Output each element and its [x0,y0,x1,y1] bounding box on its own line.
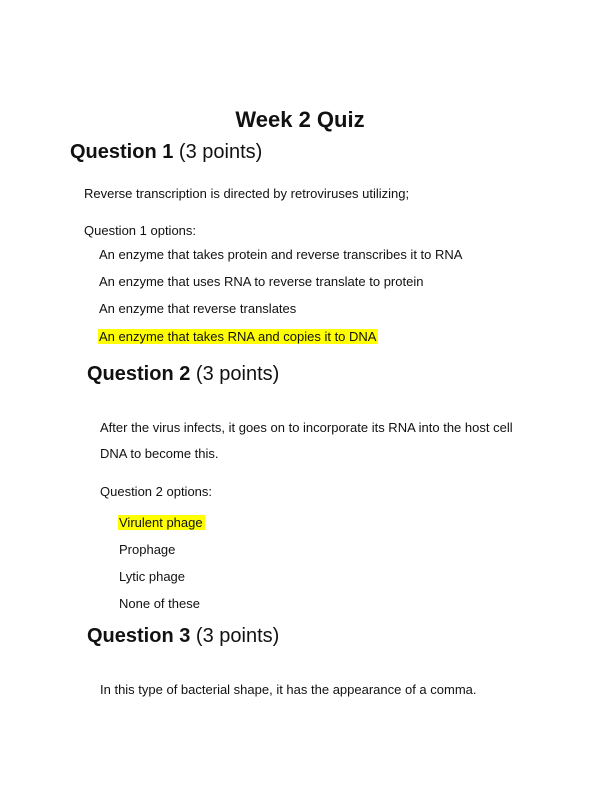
question-3-heading [87,623,279,649]
question-1-prompt: Reverse transcription is directed by retroviruses utilizing; [84,186,410,201]
option-text: Prophage [119,542,176,557]
option-text: An enzyme that reverse translates [99,301,297,316]
question-2-option-2 [119,541,175,559]
question-1-option-1 [99,246,462,264]
question-2-heading [87,361,279,387]
option-text: None of these [119,596,200,611]
question-3-points: (3 points) [195,625,280,647]
question-2-option-3 [119,568,185,586]
question-1-option-4 [98,328,378,346]
page-title: Week 2 Quiz [235,107,365,132]
option-text: Lytic phage [119,569,186,584]
question-1-option-2 [99,273,423,291]
option-text-highlighted: Virulent phage [119,515,203,530]
option-text-highlighted: An enzyme that takes RNA and copies it to DNA [99,329,377,344]
question-2-number: Question 2 [87,363,191,385]
question-1-option-3 [99,300,296,318]
question-2-options-label: Question 2 options: [100,484,213,499]
question-3-number: Question 3 [87,625,191,647]
question-2-option-1 [118,514,205,532]
question-2-points: (3 points) [195,363,280,385]
question-1-options-label: Question 1 options: [84,223,197,238]
question-1-heading [70,139,262,165]
question-3-prompt: In this type of bacterial shape, it has the appearance of a comma. [100,682,477,697]
option-text: An enzyme that uses RNA to reverse translate to protein [99,274,424,289]
question-2-prompt: After the virus infects, it goes on to incorporate its RNA into the host cell DNA to become this. [100,420,513,461]
question-2-option-4 [119,595,200,613]
question-1-number: Question 1 [70,141,174,163]
option-text: An enzyme that takes protein and reverse transcribes it to RNA [99,247,463,262]
question-1-points: (3 points) [178,141,263,163]
